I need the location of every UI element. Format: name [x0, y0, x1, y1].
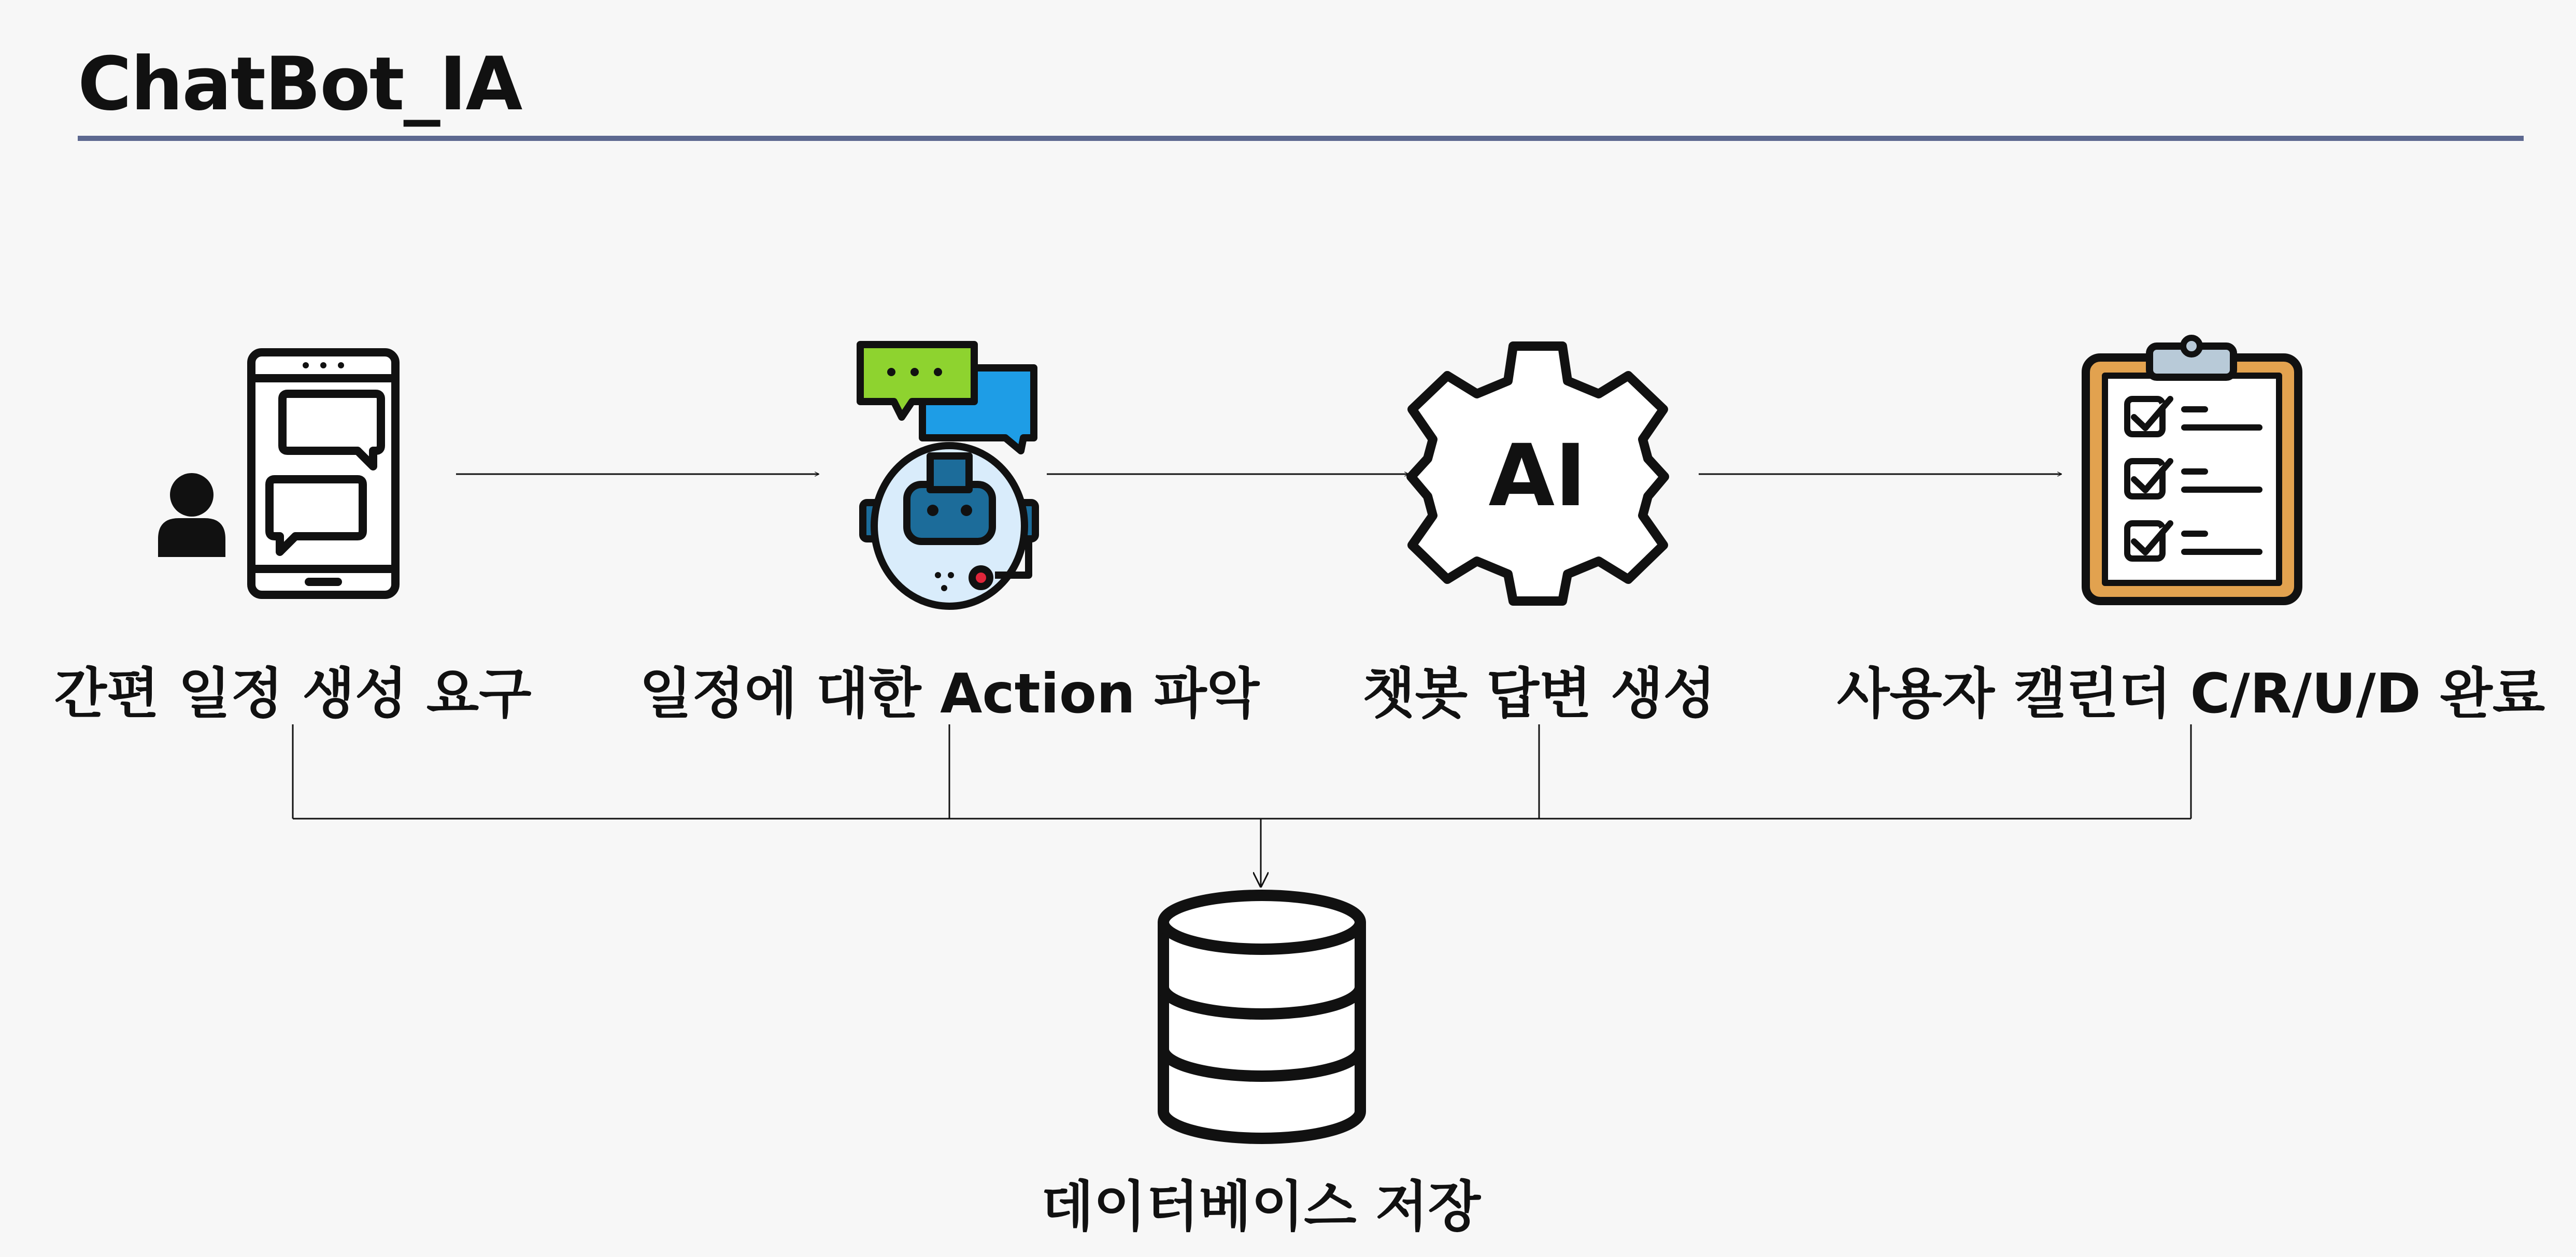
storage-connector: [293, 724, 2191, 886]
user-icon: [158, 473, 225, 557]
database-icon: [1163, 895, 1360, 1138]
step-label-calendar: 사용자 캘린더 C/R/U/D 완료: [1837, 662, 2545, 725]
page-title: ChatBot_IA: [78, 41, 522, 127]
smartphone-icon: [251, 352, 395, 595]
ai-gear-text: AI: [1488, 426, 1587, 525]
step-label-request: 간편 일정 생성 요구: [54, 662, 532, 725]
chatbot-robot-icon: [860, 345, 1035, 606]
storage-label: 데이터베이스 저장: [1041, 1175, 1481, 1238]
step-label-action: 일정에 대한 Action 파악: [639, 662, 1260, 725]
user-smartphone-chat-icon: [158, 352, 395, 595]
step-label-response: 챗봇 답변 생성: [1362, 662, 1716, 725]
ai-gear-icon: [1411, 346, 1664, 601]
clipboard-checklist-icon: [2086, 338, 2298, 601]
